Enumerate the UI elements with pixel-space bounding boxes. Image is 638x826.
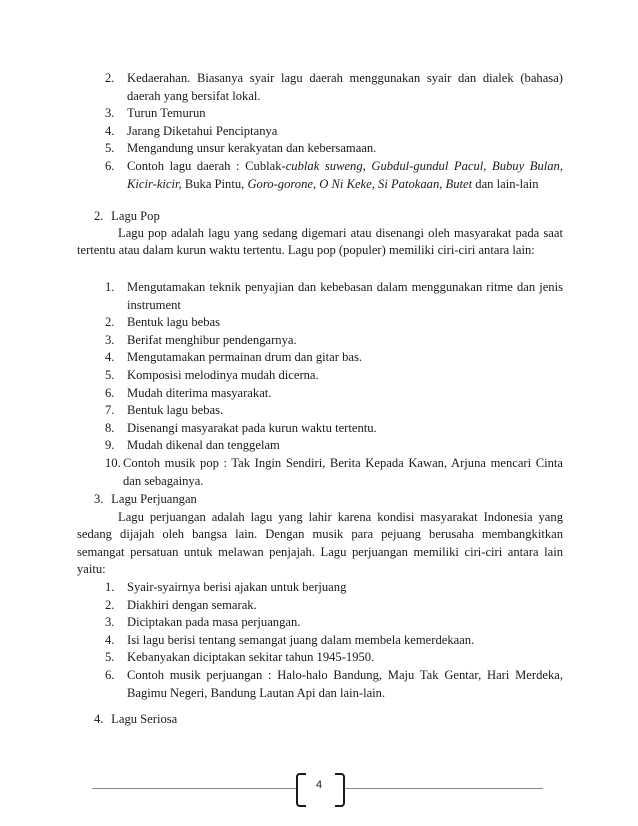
list-item-text: Mengutamakan teknik penyajian dan kebebasan dalam menggunakan ritme dan jenis instrument xyxy=(127,280,563,312)
list-item xyxy=(105,597,563,615)
perjuangan-paragraph: Lagu perjuangan adalah lagu yang lahir karena kondisi masyarakat Indonesia yang sedang dijajah oleh bangsa lain. Dengan musik para pejuang berusaha membangkitkan semangat persatuan untuk melawan penjajah. Lagu perjuangan memiliki ciri-ciri antara lain yaitu: xyxy=(77,510,563,577)
footer-rule-right xyxy=(345,788,543,789)
list-item-text: Bentuk lagu bebas. xyxy=(127,403,224,418)
list-item xyxy=(105,455,563,490)
section-number: 4. xyxy=(94,712,104,726)
list-number: 2. xyxy=(105,597,115,612)
list-item xyxy=(105,420,563,438)
daerah-characteristics-list xyxy=(105,70,563,193)
list-item-text: Turun Temurun xyxy=(127,106,206,121)
list-number: 2. xyxy=(105,315,115,330)
list-number: 7. xyxy=(105,403,115,418)
list-number: 4. xyxy=(105,350,115,365)
examples-suffix: dan lain-lain xyxy=(472,176,539,191)
list-item xyxy=(105,614,563,632)
list-number: 2. xyxy=(105,71,115,85)
list-number: 4. xyxy=(105,123,115,138)
list-item xyxy=(105,279,563,314)
examples-italic-titles: cublak suweng, Gubdul-gundul Pacul, Bubuy Bulan, Kicir-kicir, xyxy=(127,158,563,191)
list-number: 5. xyxy=(105,141,115,156)
pop-paragraph: Lagu pop adalah lagu yang sedang digemari atau disenangi oleh masyarakat pada saat tertentu atau dalam kurun waktu tertentu. Lagu pop (populer) memiliki ciri-ciri antara lain: xyxy=(77,226,563,258)
examples-mid: Buka Pintu, xyxy=(181,176,248,191)
list-number: 3. xyxy=(105,615,115,630)
list-number: 6. xyxy=(105,158,115,173)
list-item-text: Diakhiri dengan semarak. xyxy=(127,597,257,612)
list-item-text: Mengandung unsur kerakyatan dan kebersamaan. xyxy=(127,141,377,156)
section-title: Lagu Seriosa xyxy=(111,712,178,726)
page-number-bracket-right xyxy=(335,773,345,807)
section-number: 3. xyxy=(94,492,104,506)
list-item-text: Mudah diterima masyarakat. xyxy=(127,385,272,400)
list-item-text: Komposisi melodinya mudah dicerna. xyxy=(127,367,319,382)
list-number: 8. xyxy=(105,420,115,435)
list-item-text: Disenangi masyarakat pada kurun waktu tertentu. xyxy=(127,420,377,435)
list-item-text: Jarang Diketahui Penciptanya xyxy=(127,123,278,138)
list-number: 3. xyxy=(105,332,115,347)
section-title: Lagu Pop xyxy=(111,209,160,223)
section-heading-pop xyxy=(94,208,160,225)
list-item xyxy=(105,140,563,158)
examples-italic-titles-2: Goro-gorone, O Ni Keke, Si Patokaan, Butet xyxy=(247,176,473,191)
list-item-text: Syair-syairnya berisi ajakan untuk berjuang xyxy=(127,580,347,594)
list-number: 6. xyxy=(105,385,115,400)
list-item-text: Diciptakan pada masa perjuangan. xyxy=(127,615,301,630)
list-number: 4. xyxy=(105,632,115,647)
section-heading-seriosa xyxy=(94,711,177,728)
list-item xyxy=(105,649,563,667)
footer-rule-left xyxy=(92,788,297,789)
list-item-examples xyxy=(105,158,563,193)
list-number: 9. xyxy=(105,438,115,453)
section-heading-perjuangan xyxy=(94,491,197,508)
section-title: Lagu Perjuangan xyxy=(111,492,197,506)
list-item xyxy=(105,70,563,105)
list-item xyxy=(105,332,563,350)
list-item-text: Berifat menghibur pendengarnya. xyxy=(127,332,297,347)
list-item-text: Bentuk lagu bebas xyxy=(127,315,221,330)
list-item-text: Kedaerahan. Biasanya syair lagu daerah menggunakan syair dan dialek (bahasa) daerah yang bersifat lokal. xyxy=(127,71,563,103)
list-number: 3. xyxy=(105,106,115,121)
list-item-text: Contoh musik pop : Tak Ingin Sendiri, Berita Kepada Kawan, Arjuna mencari Cinta dan sebagainya. xyxy=(123,455,563,488)
list-number: 1. xyxy=(105,580,115,594)
list-item xyxy=(105,123,563,141)
list-item xyxy=(105,367,563,385)
list-number: 5. xyxy=(105,650,115,665)
pop-characteristics-list xyxy=(105,279,563,490)
list-item xyxy=(105,632,563,650)
page-number: 4 xyxy=(315,779,323,791)
list-item-text: Mudah dikenal dan tenggelam xyxy=(127,438,280,453)
list-item xyxy=(105,314,563,332)
list-item xyxy=(105,437,563,455)
list-item xyxy=(105,579,563,597)
list-number: 1. xyxy=(105,280,115,294)
list-item xyxy=(105,105,563,123)
list-item xyxy=(105,385,563,403)
list-number: 5. xyxy=(105,367,115,382)
examples-prefix: Contoh lagu daerah : Cublak- xyxy=(127,158,286,173)
list-item-text: Mengutamakan permainan drum dan gitar bas. xyxy=(127,350,363,365)
perjuangan-characteristics-list xyxy=(105,579,563,702)
list-item-text: Contoh musik perjuangan : Halo-halo Bandung, Maju Tak Gentar, Hari Merdeka, Bagimu Negeri, Bandung Lautan Api dan lain-lain. xyxy=(127,667,563,700)
list-number: 6. xyxy=(105,667,115,682)
list-item-text: Isi lagu berisi tentang semangat juang dalam membela kemerdekaan. xyxy=(127,632,475,647)
list-item-text: Kebanyakan diciptakan sekitar tahun 1945-1950. xyxy=(127,650,375,665)
list-number: 10. xyxy=(105,455,121,470)
section-number: 2. xyxy=(94,209,104,223)
list-item xyxy=(105,667,563,702)
list-item xyxy=(105,402,563,420)
list-item xyxy=(105,349,563,367)
